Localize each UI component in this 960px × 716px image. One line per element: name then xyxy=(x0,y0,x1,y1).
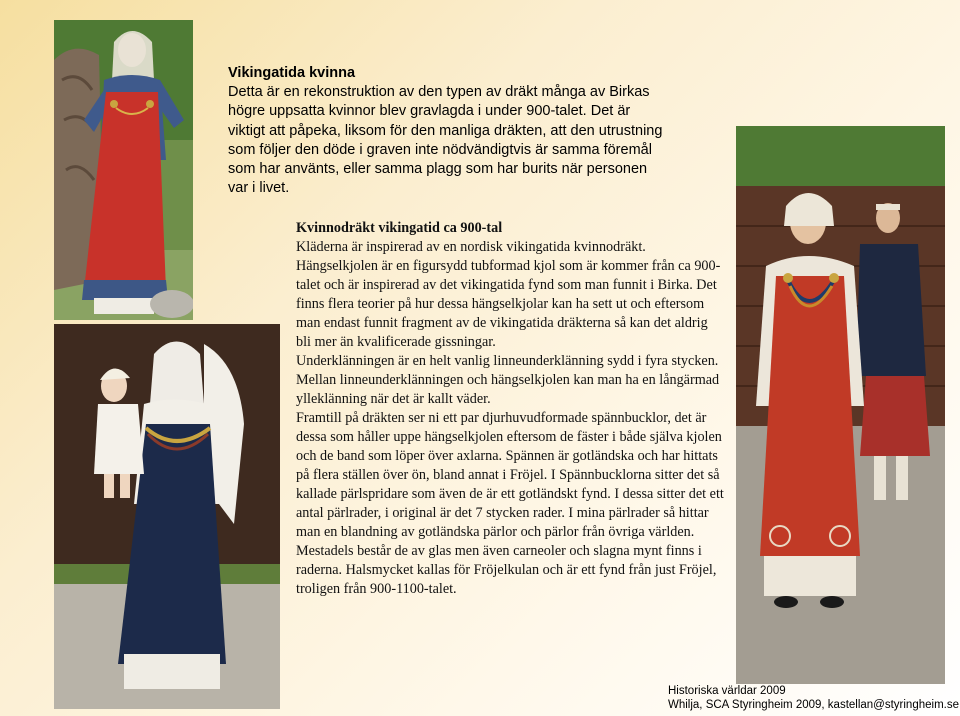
footer-line-2: Whilja, SCA Styringheim 2009, kastellan@styringheim.se xyxy=(668,699,959,711)
footer-credits xyxy=(668,684,959,712)
description-section xyxy=(296,219,726,599)
intro-section xyxy=(228,64,668,198)
intro-text: Detta är en rekonstruktion av den typen av dräkt många av Birkas högre uppsatta kvinnor blev gravlagda i under 900-talet. Det är viktigt att påpeka, liksom för den manliga dräkten, att den utrustning som följer den döde i graven inte nödvändigtvis är samma föremål som har använts, eller samma plagg som har burits när personen var i livet. xyxy=(228,84,663,197)
photo-woman-with-child xyxy=(54,324,280,709)
footer-line-1: Historiska världar 2009 xyxy=(668,685,786,697)
description-title: Kvinnodräkt vikingatid ca 900-tal xyxy=(296,220,503,236)
description-paragraph: Kläderna är inspirerad av en nordisk vikingatida kvinnodräkt. Hängselkjolen är en figursydd tubformad kjol som är kommer från ca 900-talet och är inspirerad av det vikingatida fynd som man funnit i Birka. Det finns flera teorier på hur dessa hängselkjolar kan ha sett ut och eftersom man endast funnit fragment av de vikingatida dräkterna så kan det aldrig bli mer än kvalificerade gissningar. xyxy=(296,239,721,350)
photo-viking-couple xyxy=(736,126,945,684)
description-paragraph: Framtill på dräkten ser ni ett par djurhuvudformade spännbucklor, det är dessa som håller uppe hängselkjolen eftersom de fäster i både själva kjolen och de band som löper över axlarna. Spännen är gotländska och har hittats på flera ställen över ön, bland annat i Fröjel. I Spännbucklorna sitter det så kallade pärlspridare som även de är ett gotländskt fynd. I dessa sitter det ett antal pärlrader, i original är det 7 stycken rader. I mina pärlrader så hittar man en blandning av gotländska pärlor och pärlor från övriga världen. Mestadels består de av glas men även carneoler och slagna mynt finns i raderna. Halsmycket kallas för Fröjelkulan och är ett fynd från just Fröjel, troligen från 900-1100-talet. xyxy=(296,410,724,597)
description-paragraph: Underklänningen är en helt vanlig linneunderklänning sydd i fyra stycken. Mellan linneunderklänningen och hängselkjolen kan man ha en långärmad ylleklänning när det är kallt väder. xyxy=(296,353,720,407)
intro-title: Vikingatida kvinna xyxy=(228,65,356,81)
photo-woman-red-dress xyxy=(54,20,193,320)
